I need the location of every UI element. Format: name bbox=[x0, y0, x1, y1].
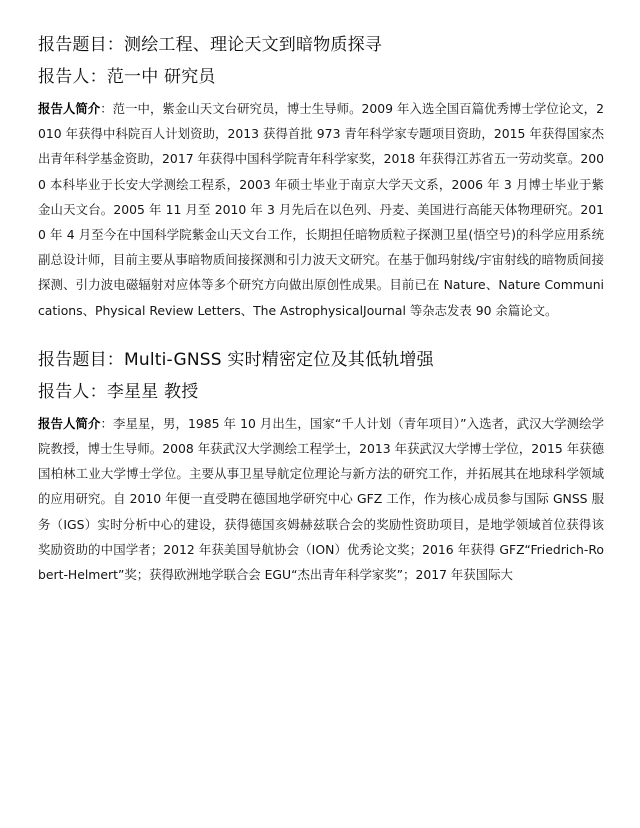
speaker-line bbox=[38, 377, 604, 407]
bio-label: 报告人简介 bbox=[38, 415, 101, 431]
talk-title bbox=[38, 30, 604, 60]
speaker-bio bbox=[38, 411, 604, 587]
talk-title bbox=[38, 345, 604, 375]
speaker-name: 李星星 教授 bbox=[106, 381, 199, 402]
speaker-label: 报告人： bbox=[38, 381, 107, 402]
speaker-name: 范一中 研究员 bbox=[106, 67, 216, 87]
speaker-label: 报告人： bbox=[38, 67, 107, 87]
bio-text: ：李星星，男，1985 年 10 月出生，国家“千人计划（青年项目）”入选者，武汉大学测绘学院教授，博士生导师。2008 年获武汉大学测绘工程学士，2013 年获武汉大学博士学位，2015 年获德国柏林工业大学博士学位。主要从事卫星导航定位理论与新方法的研究工作，并拓展其在地球科学领域的应用研究。自 2010 年便一直受聘在德国地学研究中心 GFZ 工作，作为核心成员参与国际 GNSS 服务（IGS）实时分析中心的建设，获得德国亥姆赫兹联合会的奖励性资助项目，是地学领域首位获得该奖励资助的中国学者；2012 年获美国导航协会（ION）优秀论文奖；2016 年获得 GFZ“Friedrich-Robert-Helmert”奖；获得欧洲地学联合会 EGU“杰出青年科学家奖”；2017 年获国际大 bbox=[38, 415, 604, 583]
document-page bbox=[38, 30, 604, 587]
talk-section-1 bbox=[38, 30, 604, 323]
speaker-bio bbox=[38, 96, 604, 323]
talk-section-2 bbox=[38, 345, 604, 587]
talk-title-label: 报告题目： bbox=[38, 35, 124, 55]
bio-text: ：范一中，紫金山天文台研究员，博士生导师。2009 年入选全国百篇优秀博士学位论文，2010 年获得中科院百人计划资助，2013 获得首批 973 青年科学家专题项目资助，2015 年获得国家杰出青年科学基金资助，2017 年获得中国科学院青年科学家奖，2018 年获得江苏省五一劳动奖章。2000 本科毕业于长安大学测绘工程系，2003 年硕士毕业于南京大学天文系，2006 年 3 月博士毕业于紫金山天文台。2005 年 11 月至 2010 年 3 月先后在以色列、丹麦、美国进行高能天体物理研究。2010 年 4 月至今在中国科学院紫金山天文台工作，长期担任暗物质粒子探测卫星(悟空号)的科学应用系统副总设计师，目前主要从事暗物质间接探测和引力波天文研究。在基于伽玛射线/宇宙射线的暗物质间接探测、引力波电磁辐射对应体等多个研究方向做出原创性成果。目前已在 Nature、Nature Communications、Physical Review Letters、The AstrophysicalJournal 等杂志发表 90 余篇论文。 bbox=[38, 101, 605, 318]
talk-title-text: Multi-GNSS 实时精密定位及其低轨增强 bbox=[124, 349, 434, 370]
bio-label: 报告人简介 bbox=[38, 101, 101, 116]
talk-title-label: 报告题目： bbox=[38, 349, 124, 370]
speaker-line bbox=[38, 62, 604, 92]
talk-title-text: 测绘工程、理论天文到暗物质探寻 bbox=[124, 35, 382, 55]
